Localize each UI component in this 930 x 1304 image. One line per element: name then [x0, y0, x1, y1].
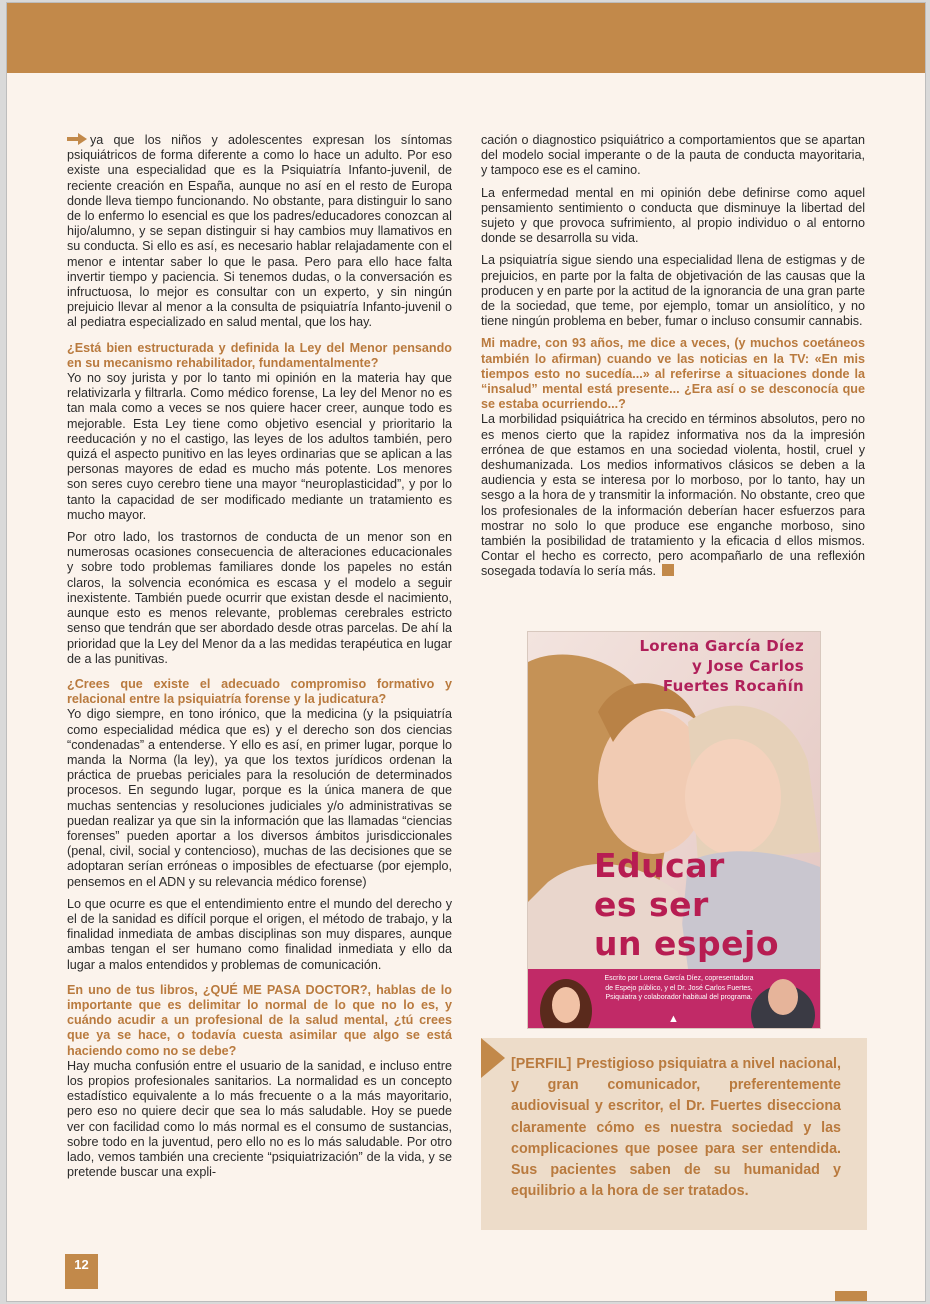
answer-paragraph: Yo no soy jurista y por lo tanto mi opinión en la materia hay que relativizarla y filtrarla. Como médico forense, La ley del Menor no es tan mala como a veces se nos quiere hacer creer, aunque todo es mejorable. Esta Ley tiene como objetivo esencial y prioritario la reeducación y no el castigo, las leyes de los adultos también, pero quizá el aspecto punitivo en las leyes ordinarias que se aplican a las personas mayores de edad es mucho más potente. Los menores son seres cuyo cerebro tiene una mayor “neuroplasticidad”, y por lo tanto la capacidad de ser modificado mediante un tratamiento es mucho mayor. — [67, 371, 452, 522]
cover-title-line: Educar — [594, 846, 725, 885]
header-band — [7, 3, 925, 73]
cover-authors — [639, 636, 804, 696]
book-cover — [527, 631, 821, 1029]
profile-box — [481, 1038, 867, 1230]
answer-paragraph: Yo digo siempre, en tono irónico, que la medicina (y la psiquiatría como especialidad médica que es) y el derecho son dos ciencias “condenadas” a entenderse. Y ello es así, en primer lugar, porque lo manda la Norma (la ley), ya que los textos jurídicos ordenan la práctica de pruebas periciales para la resolución de determinados procesos. En segundo lugar, porque es la única manera de que muchas sentencias y resoluciones judiciales y/o administrativas se puedan realizar ya que sin la información que las llamadas “ciencias forenses” pueden aportar a los diversos ámbitos jurisdiccionales (penal, civil, social y contencioso), muchas de las decisiones que se adoptaran serían erróneas o imposibles de efectuarse (por ejemplo, pensemos en el ADN y su relevancia médico forense) — [67, 707, 452, 889]
end-mark-icon — [662, 564, 674, 576]
left-column — [67, 133, 452, 1187]
cover-title-line: es ser — [594, 885, 709, 924]
publisher-logo-icon: ▲ — [668, 1013, 679, 1025]
page-number — [65, 1254, 98, 1289]
profile-body: Prestigioso psiquiatra a nivel nacional, y gran comunicador, preferentemente audiovisual y escritor, el Dr. Fuertes disecciona claramente cómo es nuestra sociedad y las complicaciones que posee para ser entendida. Sus pacientes saben de su humanidad y equilibrio a la hora de ser tratados. — [511, 1056, 841, 1200]
cover-band-text: Escrito por Lorena García Díez, copresentadora de Espejo público, y el Dr. José Carlos Fuertes, Psiquiatra y colaborador habitual del programa. — [604, 975, 754, 1001]
cover-author-line: Lorena García Díez — [639, 637, 804, 655]
corner-tab — [835, 1291, 867, 1302]
cover-author-line: y Jose Carlos — [691, 657, 804, 675]
answer-paragraph — [481, 412, 865, 579]
right-column — [481, 133, 865, 587]
intro-paragraph — [67, 133, 452, 331]
intro-text: ya que los niños y adolescentes expresan los síntomas psiquiátricos de forma diferente a como lo hace un adulto. Por eso existe una especialidad que es la Psiquiatría Infanto-juvenil, de reciente creación en España, aunque no así en el resto de Europa donde lleva tiempo funcionando. No obstante, para distinguir lo sano de lo enfermo lo esencial es que los padres/educadores conozcan al hijo/alumno, y se sepan distinguir si hay cambios muy llamativos en su conducta. Si ello es así, es necesario hablar relajadamente con el menor e intentar saber lo que le pasa. Pero para ello hace falta invertir tiempo y paciencia. Si tenemos dudas, o la conversación es infructuosa, lo mejor es consultar con un experto, y sin ningún prejuicio llevar al menor a la consulta de psiquiatría Infanto-juvenil o al pediatra especializado en salud mental, que los hay. — [67, 133, 452, 330]
answer-paragraph: Hay mucha confusión entre el usuario de la sanidad, e incluso entre los propios profesionales sanitarios. La normalidad es un concepto estadístico equivalente a lo más frecuente o a la más mayoritario, pero eso no quiere decir que sea lo más saludable. Hoy se puede ver con facilidad como lo más normal es el consumo de sustancias, sobre todo en la juventud, pero ello no es lo más saludable. Por otro lado, vemos también una creciente “psiquiatrización” de la vida, y se pretende buscar una expli- — [67, 1058, 452, 1180]
answer-paragraph: La enfermedad mental en mi opinión debe definirse como aquel pensamiento sentimiento o conducta que disminuye la libertad del sujeto y que provoca sufrimiento, al propio individuo o al entorno donde se desarrolla su vida. — [481, 185, 865, 246]
cover-author-line: Fuertes Rocañín — [662, 677, 804, 695]
question-heading: Mi madre, con 93 años, me dice a veces, (y muchos coetáneos también lo afirman) cuando ve las noticias en la TV: «En mis tiempos esto no sucedía...» al referirse a situaciones donde la “insalud” mental está presente... ¿Era así o se desconocía que se estaba ocurriendo...? — [481, 336, 865, 412]
magazine-page — [6, 2, 926, 1302]
profile-text — [511, 1054, 841, 1202]
answer-paragraph: La psiquiatría sigue siendo una especialidad llena de estigmas y de prejuicios, en parte por la falta de objetivación de las causas que la producen y en parte por la actitud de la ignorancia de una gran parte de la sociedad, que teme, por ejemplo, tomar un ansiolítico, y no tiene ningún problema en beber, fumar o incluso consumir cannabis. — [481, 253, 865, 329]
answer-text: La morbilidad psiquiátrica ha crecido en términos absolutos, pero no es menos cierto que la rapidez informativa nos da la impresión errónea de que estamos en una sociedad violenta, hostil, cruel y deshumanizada. Los medios informativos clásicos se deben a la audiencia y esta se interesa por lo morboso, por lo tanto, hay un sesgo a la hora de y transmitir la información. No obstante, creo que los profesionales de la información deberían hacer esfuerzos para mostrar no solo lo que produce ese enganche morboso, sino también la posibilidad de tratamiento y la eficacia d ellos mismos. Contar el hecho es correcto, pero acompañarlo de una reflexión sosegada todavía lo sería más. — [481, 412, 865, 579]
question-heading: ¿Está bien estructurada y definida la Ley del Menor pensando en su mecanismo rehabilitador, fundamentalmente? — [67, 340, 452, 370]
question-heading: En uno de tus libros, ¿QUÉ ME PASA DOCTOR?, hablas de lo importante que es delimitar lo normal de lo que no lo es, y cuándo acudir a un profesional de la salud mental, ¿tú crees que ya se hace, o todavía cuesta asimilar que algo se está haciendo como no se debe? — [67, 982, 452, 1058]
answer-paragraph: cación o diagnostico psiquiátrico a comportamientos que se apartan del modelo social imperante o de la pauta de conducta mayoritaria, y tampoco ese es el camino. — [481, 133, 865, 178]
cover-title — [594, 846, 779, 963]
answer-paragraph: Por otro lado, los trastornos de conducta de un menor son en numerosas ocasiones consecuencia de alteraciones educacionales y sobre todo problemas familiares donde los papeles no están claros, la solvencia económica es escasa y el modelo a seguir inexistente. También puede ocurrir que existan desde el nacimiento, aunque esto es menos relevante, problemas cerebrales estricto senso que tendrán que ser abordado desde otras parcelas. De ahí la prioridad que la Ley del Menor da a las medidas terapéutica en lugar de a las punitivas. — [67, 530, 452, 666]
answer-paragraph: Lo que ocurre es que el entendimiento entre el mundo del derecho y el de la sanidad es difícil porque el origen, el método de trabajo, y la finalidad inmediata de ambas disciplinas son muy dispares, aunque ambas tengan el ser humano como finalidad inmediata y ello da lugar a malos entendidos y problemas de comunicación. — [67, 896, 452, 972]
continuation-arrow-icon — [67, 133, 87, 145]
cover-title-line: un espejo — [594, 924, 779, 963]
profile-arrow-icon — [481, 1038, 507, 1078]
page-number-text: 12 — [74, 1257, 89, 1272]
profile-tag: [PERFIL] — [511, 1056, 572, 1072]
question-heading: ¿Crees que existe el adecuado compromiso formativo y relacional entre la psiquiatría forense y la judicatura? — [67, 676, 452, 707]
